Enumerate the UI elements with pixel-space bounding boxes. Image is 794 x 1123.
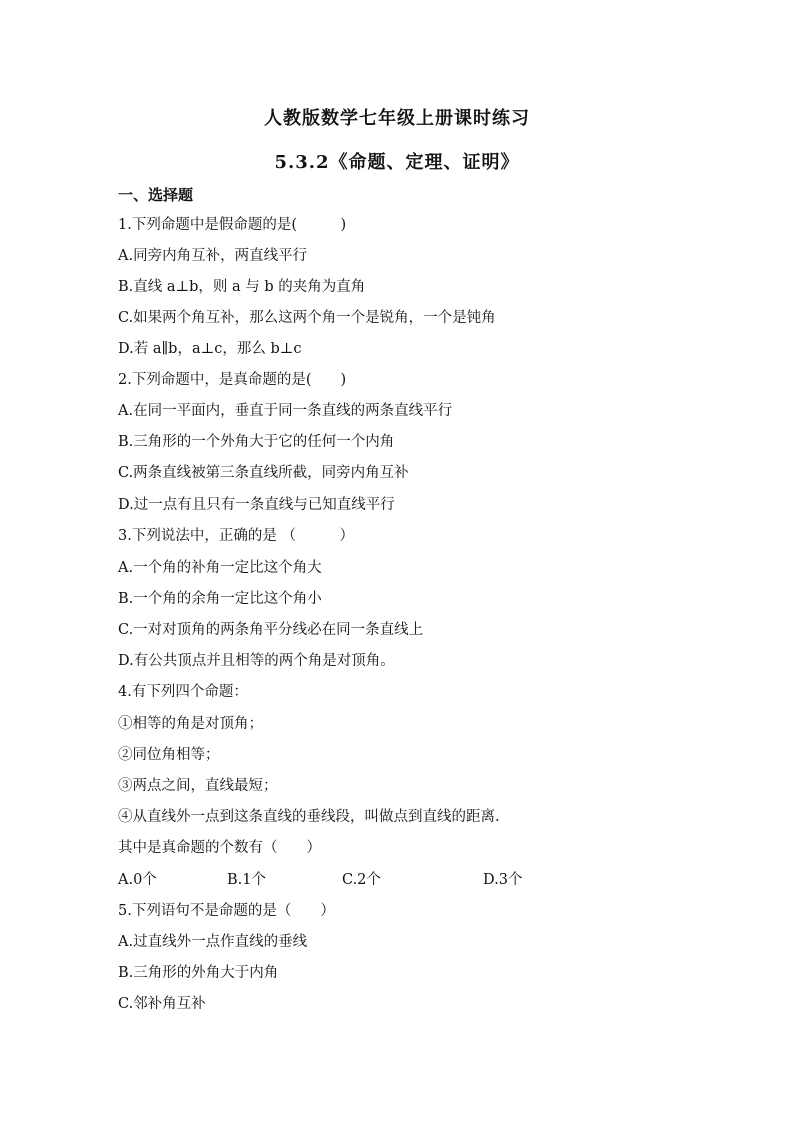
question-4-statement-4: ④从直线外一点到这条直线的垂线段，叫做点到直线的距离. [118,809,500,825]
question-5-stem: 5.下列语句不是命题的是（ ） [118,903,335,919]
question-3-option-b: B.一个角的余角一定比这个角小 [118,591,322,607]
question-4-option-a: A.0个 [118,872,157,888]
question-2-option-b: B.三角形的一个外角大于它的任何一个内角 [118,434,395,450]
question-4-option-d: D.3个 [483,872,523,888]
question-4-option-b: B.1个 [227,872,266,888]
question-3-stem: 3.下列说法中，正确的是 （ ） [118,528,354,544]
question-5-option-b: B.三角形的外角大于内角 [118,965,279,981]
question-1-option-b: B.直线 a⊥b，则 a 与 b 的夹角为直角 [118,279,366,295]
document-title: 人教版数学七年级上册课时练习 [264,108,530,129]
question-4-statement-3: ③两点之间，直线最短； [118,778,278,794]
question-1-option-c: C.如果两个角互补，那么这两个角一个是锐角，一个是钝角 [118,310,496,326]
question-5-option-a: A.过直线外一点作直线的垂线 [118,934,308,950]
question-1-stem: 1.下列命题中是假命题的是( ) [118,217,347,233]
section-heading: 一、选择题 [118,186,194,204]
question-1-option-d: D.若 a∥b，a⊥c，那么 b⊥c [118,341,302,357]
question-4-statement-2: ②同位角相等； [118,747,220,763]
question-2-option-a: A.在同一平面内，垂直于同一条直线的两条直线平行 [118,403,453,419]
question-3-option-a: A.一个角的补角一定比这个角大 [118,560,322,576]
question-3-option-d: D.有公共顶点并且相等的两个角是对顶角。 [118,653,395,669]
question-4-option-c: C.2个 [342,872,381,888]
question-2-option-c: C.两条直线被第三条直线所截，同旁内角互补 [118,465,409,481]
question-4-statement-1: ①相等的角是对顶角； [118,716,263,732]
question-4-question: 其中是真命题的个数有（ ） [118,840,321,856]
question-3-option-c: C.一对对顶角的两条角平分线必在同一条直线上 [118,622,424,638]
question-4-stem: 4.有下列四个命题： [118,684,248,700]
document-subtitle: 5.3.2《命题、定理、证明》 [274,152,520,173]
question-5-option-c: C.邻补角互补 [118,996,206,1012]
question-1-option-a: A.同旁内角互补，两直线平行 [118,248,308,264]
question-2-option-d: D.过一点有且只有一条直线与已知直线平行 [118,497,395,513]
question-2-stem: 2.下列命题中，是真命题的是( ) [118,372,347,388]
